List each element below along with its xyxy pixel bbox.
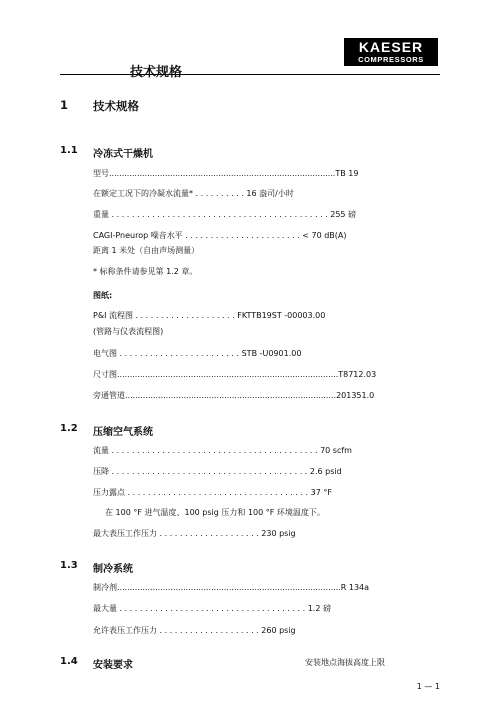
chapter-number: 1 (60, 98, 69, 112)
spec-noise-level: CAGI-Pneurop 噪音水平 . . . . . . . . . . . . . . . . . . . . . . . < 70 dB(A) (93, 231, 347, 240)
page-number: 1 — 1 (416, 682, 440, 691)
drawing-pid: P&I 流程图 . . . . . . . . . . . . . . . . . . . . FKTTB19ST -00003.00 (93, 311, 326, 320)
spec-noise-note: 距离 1 米处（自由声场测量） (93, 246, 200, 255)
spec-model: 型号.........................................................................................TB 19 (93, 169, 359, 178)
section-1-1-number: 1.1 (60, 145, 78, 156)
drawing-bypass: 旁通管道...................................................................................201351.0 (93, 391, 375, 400)
spec-pressure-drop: 压降 . . . . . . . . . . . . . . . . . . . . . . . . . . . . . . . . . . . . . . . 2.6 psid (93, 467, 342, 476)
spec-condensate-flow: 在额定工况下的冷凝水流量* . . . . . . . . . . 16 盎司/小时 (93, 189, 294, 198)
kaeser-logo (344, 38, 438, 66)
section-1-4-number: 1.4 (60, 656, 78, 667)
drawing-pid-note: (管路与仪表流程图) (93, 327, 164, 336)
section-1-1-title: 冷冻式干燥机 (93, 149, 153, 160)
spec-flow: 流量 . . . . . . . . . . . . . . . . . . . . . . . . . . . . . . . . . . . . . . . . . 70 scfm (93, 446, 352, 455)
section-1-2-number: 1.2 (60, 423, 78, 434)
spec-conditions: 在 100 °F 进气温度、100 psig 压力和 100 °F 环境温度下。 (105, 508, 325, 517)
section-1-2-title: 压缩空气系统 (93, 427, 153, 438)
chapter-title: 技术规格 (93, 99, 139, 113)
section-1-3-title: 制冷系统 (93, 564, 133, 575)
drawing-electrical: 电气图 . . . . . . . . . . . . . . . . . . . . . . . . STB -U0901.00 (93, 349, 302, 358)
spec-max-amount: 最大量 . . . . . . . . . . . . . . . . . . . . . . . . . . . . . . . . . . . . . 1.2 磅 (93, 604, 331, 613)
header-rule (60, 74, 440, 75)
section-1-4-title: 安装要求 (93, 660, 133, 671)
header-title: 技术规格 (130, 65, 183, 80)
drawing-dimension: 尺寸图.......................................................................................T8712.03 (93, 370, 377, 379)
logo-line1: KAESER (358, 39, 424, 55)
logo-line2: COMPRESSORS (358, 55, 424, 64)
drawings-heading: 图纸: (93, 291, 113, 300)
spec-allowed-pressure: 允许表压工作压力 . . . . . . . . . . . . . . . . . . . . 260 psig (93, 626, 296, 635)
section-1-3-number: 1.3 (60, 560, 78, 571)
spec-dew-point: 压力露点 . . . . . . . . . . . . . . . . . . . . . . . . . . . . . . . . . . . . 37 °F (93, 488, 332, 497)
spec-refrigerant: 制冷剂........................................................................................R 134a (93, 583, 370, 592)
spec-weight: 重量 . . . . . . . . . . . . . . . . . . . . . . . . . . . . . . . . . . . . . . . . . . . 255 磅 (93, 210, 357, 219)
spec-max-pressure: 最大表压工作压力 . . . . . . . . . . . . . . . . . . . . 230 psig (93, 529, 296, 538)
footnote: * 标称条件请参见第 1.2 章。 (93, 267, 198, 276)
spec-altitude: 安装地点海拔高度上限 (305, 658, 385, 667)
